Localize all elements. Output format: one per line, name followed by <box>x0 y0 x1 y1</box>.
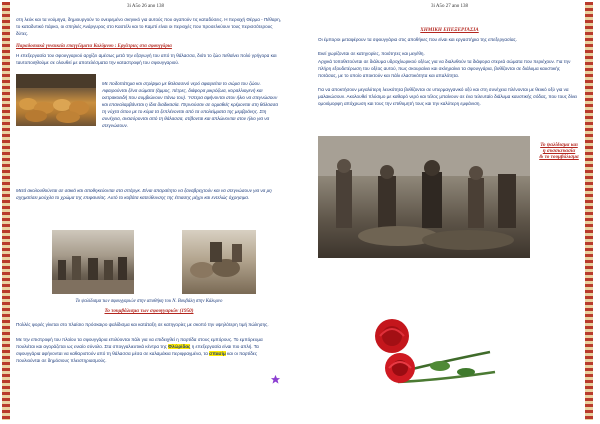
right-caption <box>524 142 593 160</box>
page-header: 3i A5o 27 ano 138 <box>431 4 468 9</box>
paragraph-1: Η επεξεργασία του σφουγγαριού αρχίζει αμέσως μετά την εξαγωγή του από τη θάλασσα, διότι το ζώο πεθαίνει πολύ γρήγορα και ταυτοποιηθούμε σε ολουθεί με αποτελέσματα την καταστροφή του σφουγγαριού. <box>16 53 277 65</box>
caption-tumbling: Το τουμβάλισμα των σφουγγαριών (1950) <box>104 308 194 314</box>
paragraph-2: Εκεί χωρίζονται σε κατηγορίες, ποιότητες και μεγέθη. <box>318 51 425 56</box>
caption-line-2: η συσσκευασία <box>542 148 576 154</box>
sponge-workers-photo <box>318 136 530 258</box>
purple-star-icon[interactable] <box>270 372 281 383</box>
page-header: 3i A5o 26 ano 138 <box>127 4 164 9</box>
decorative-border <box>2 2 10 420</box>
highlight-spasim: σπασίμ <box>209 351 226 356</box>
section-title: Παραδοσιακά γυναικεία επαγγέλματα Καλύμνου : Εργάτριες στα σφουγγάρια <box>16 44 172 49</box>
paragraph-5-part-a: Με την επιστροφή του πλοίου τα σφουγγάρια επιλύονται πάλι για να επιδειχθεί η παρτίδα στους εμπόρους. Το εμπόρευμα πουλιέται και αγοράζεται ως ενιαίο σύνολο. Στα σπογγαλιευτικά κέντρα της <box>16 337 263 349</box>
left-page <box>2 2 289 420</box>
paragraph-3: Μετά ακολουθούνται σε σακιά και αποθηκεύονται στα σπάργκ. Είναι απαραίτητο να ξαναβρεχτούν και να στεγνώσουν για να μη σχηματίσει μούχλα το χρώμα της επιφανείας. Αυτό το κοβότα κατεύθυνσης της έπιασης μέχρι και εντελώς όχρησιμα. <box>16 188 272 200</box>
paragraph-5-part-b: η επεξεργασία είναι πιο απλή. Τα σφουγγάρια αφήνονται να καθαριστούν από τη θάλασσα μέσα σε καλαμάκια περιφραγμένα, τα <box>16 344 259 356</box>
right-page <box>306 2 593 420</box>
paragraph-4: Για να αποκτήσουν μεγαλύτερη λευκότητα βυθίζονται σε υπερμαγγανικό οξύ και στη συνέχεια πλένονται με θειικό οξύ για να μαλακώσουν. Ακολουθεί πλύσιμο με καθαρό νερό και τέλος μπαίνουν σε ένα τελευταίο διάλυμα καυστικής σόδας, που τους δίνει ομοιόμορφη απόχρωση και τους την επιθυμητή τους και την καλύτερη εμφάνιση. <box>318 87 578 106</box>
sponges-image <box>16 74 96 126</box>
paragraph-3: Αρχικά τοποθετούνται σε διάλυμα υδροχλωρικού οξέως για να διαλυθούν τα διάφορα στερεά σώματα που περιέχουν. Για την πλήρη εξουδετέρωση του οξέος αυτού, πως σκουραίνει και σκληραίνει τα σφουγγάρια, βυθίζονται σε διάλυμα καυστικής ποτάσας, με το οποίο αποκτούν και πάλι ελαστικότητα και απαλότητα. <box>318 59 571 78</box>
decorative-border <box>585 2 593 420</box>
paragraph-1: Οι έμποροι μεταφέρουν τα σφουγγάρια στις αποθήκες που είναι και εργαστήρια της επεξεργασίας. <box>318 37 518 42</box>
highlight-florida: Φλώρίδας <box>168 344 191 349</box>
caption-trimming: Το ψαλίδισμα των σφουγγαριών στην αποθήκη του Ν. Βουβάλη στην Κάλυμνο <box>75 299 223 304</box>
sponge-trimming-photo <box>52 230 134 294</box>
page-title: ΧΗΜΙΚΗ ΕΠΕΞΕΡΓΑΣΙΑ <box>420 27 479 33</box>
intro-text: στη λεύκ και τα νούμηγα, δημιουργούν το ονειρεμένο σκηνικό για αυτούς που αγαπούν τις καταδύσεις. Η περιοχή Θέρμα - Πέθαρη, το καταδυτικό πάρκο, οι σπηλιές Ανάργυρος στο Καστέλι και το Καμπί είναι οι περιοχές που προσελκύουν τους περισσότερους δύτες. <box>16 17 281 36</box>
paragraph-2: Με ποδοπάτημα και στρίψιμο με θαλασσινό νερό αφαιρείται το σώμα του ζώου. Αφαιρούνται ξένα σώματα (άμμος, πέτρες, διάφορα μικρόζωα, κοραλλιογενή και οστρακοειδή που συμβιώνουν πάνω του). Ύστερα αφήνονται στον ήλιο να στεγνώσουν και επαναλαμβάνεται η ίδια διαδικασία. Περνούσαν σε ορμαθιές κρέμονται στη θάλασσα τη νύχτα όπου με το κύμα τα ξεπλένονται από τα υπολείμματα της μεμβράνης. Στη συνέχεια, ανασύρονται από τη θάλασσα, στίβονται και απλώνονται στον ήλιο για να στεγνώσουν. <box>102 81 279 128</box>
sponge-packing-photo <box>182 230 256 294</box>
paragraph-5-part-c: και οι παρτίδες πουλιούνται σε δημόσιους πλειστηριασμούς. <box>16 351 258 363</box>
caption-line-1: Το ψαλίδισμα και <box>540 142 578 148</box>
red-roses-image <box>370 302 502 396</box>
paragraph-5 <box>16 336 282 364</box>
caption-line-3: & το τουμβάλισμα <box>539 154 579 160</box>
paragraph-4: Πολλές φορές γίνεται στο πλαίσιο πρόσκαιρο ψαλίδισμα και κατάταξη σε κατηγορίες με σκοπό την υψηλότερη τιμή πώλησης. <box>16 322 269 327</box>
